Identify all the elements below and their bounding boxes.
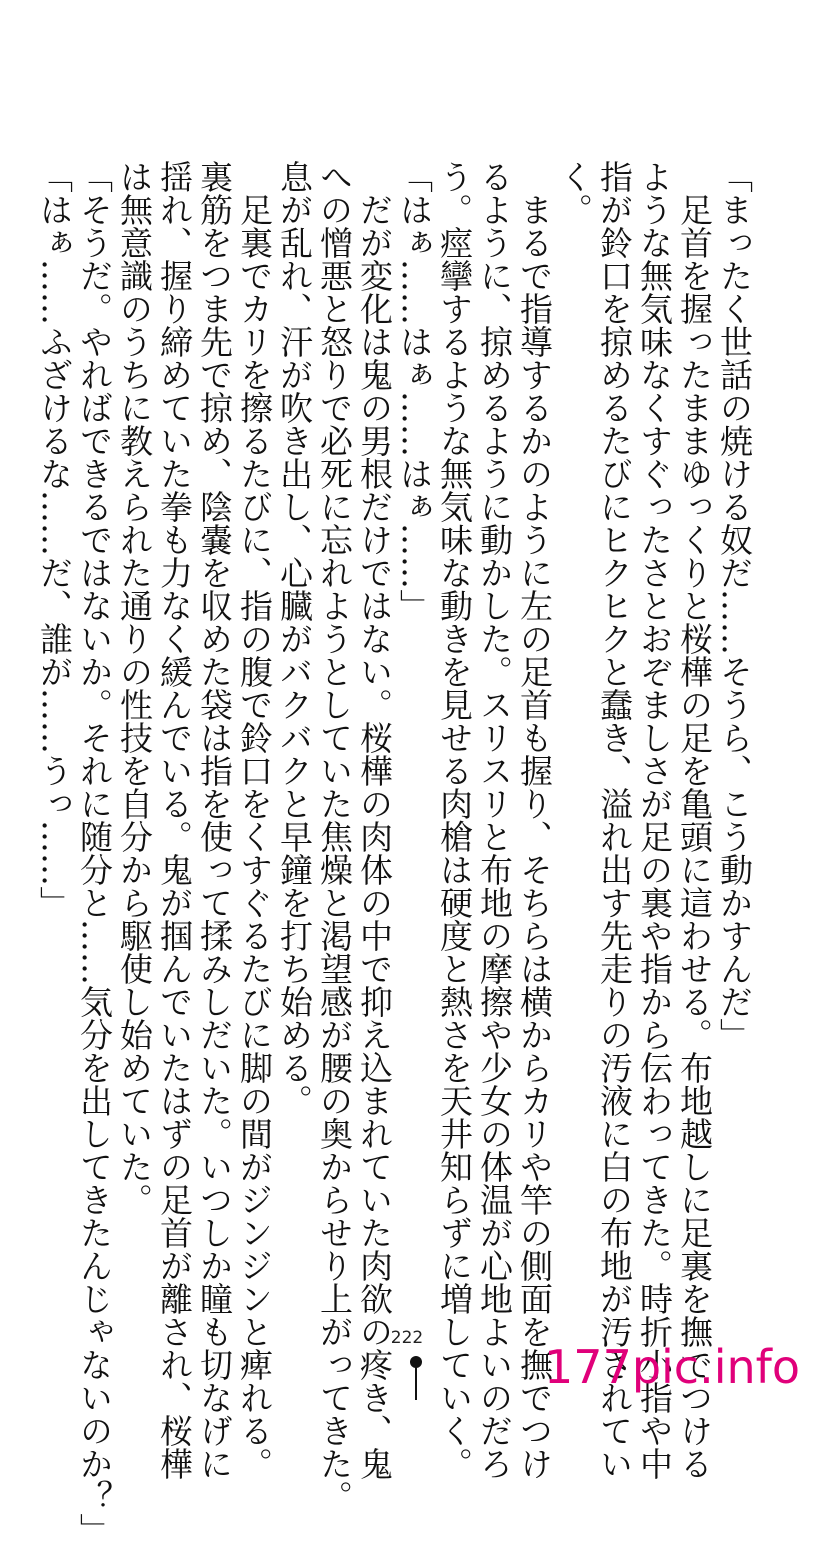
text-line: 「そうだ。やればできるではないか。それに随分と……気分を出してきたんじゃないのか？」 [75, 160, 114, 1546]
text-line: 裏筋をつま先で掠め、陰嚢を収めた袋は指を使って揉みしだいた。いつしか瞳も切なげに [195, 160, 234, 1480]
text-line: への憎悪と怒りで必死に忘れようとしていた焦燥と渇望感が腰の奥からせり上がってきた。 [315, 160, 354, 1513]
text-line: ような無気味なくすぐったさとおぞましさが足の裏や指から伝わってきた。時折小指や中 [635, 160, 674, 1480]
text-line: 足裏でカリを擦るたびに、指の腹で鈴口をくすぐるたびに脚の間がジンジンと痺れる。 [235, 160, 274, 1480]
text-line: う。痙攣するような無気味な動きを見せる肉槍は硬度と熱さを天井知らずに増していく。 [435, 160, 474, 1480]
page-number: 222 [390, 1328, 424, 1348]
text-line: 息が乱れ、汗が吹き出し、心臓がバクバクと早鐘を打ち始める。 [275, 160, 314, 1117]
text-line: は無意識のうちに教えられた通りの性技を自分から駆使し始めていた。 [115, 160, 154, 1216]
text-line: 指が鈴口を掠めるたびにヒクヒクと蠢き、溢れ出す先走りの汚液に白の布地が汚されてい [595, 160, 634, 1480]
text-line: 「はぁ……ふざけるな……だ、誰が……うっ……」 [35, 160, 74, 919]
watermark: 177pic.info [544, 1340, 800, 1394]
text-line: 「まったく世話の焼ける奴だ……そうら、こう動かすんだ」 [715, 160, 754, 1051]
text-line: 足首を握ったままゆっくりと桜樺の足を亀頭に這わせる。布地越しに足裏を撫でつける [675, 160, 714, 1480]
text-line: く。 [555, 160, 594, 226]
text-line: るように、掠めるように動かした。スリスリと布地の摩擦や少女の体温が心地よいのだろ [475, 160, 514, 1480]
text-line: まるで指導するかのように左の足首も握り、そちらは横からカリや竿の側面を撫でつけ [515, 160, 554, 1480]
text-line: 「はぁ……はぁ……はぁ……」 [395, 160, 434, 622]
text-line: 揺れ、握り締めていた拳も力なく緩んでいる。鬼が掴んでいたはずの足首が離され、桜樺 [155, 160, 194, 1480]
text-line: だが変化は鬼の男根だけではない。桜樺の肉体の中で抑え込まれていた肉欲の疼き、鬼 [355, 160, 394, 1480]
page-marker-stem [415, 1366, 417, 1400]
